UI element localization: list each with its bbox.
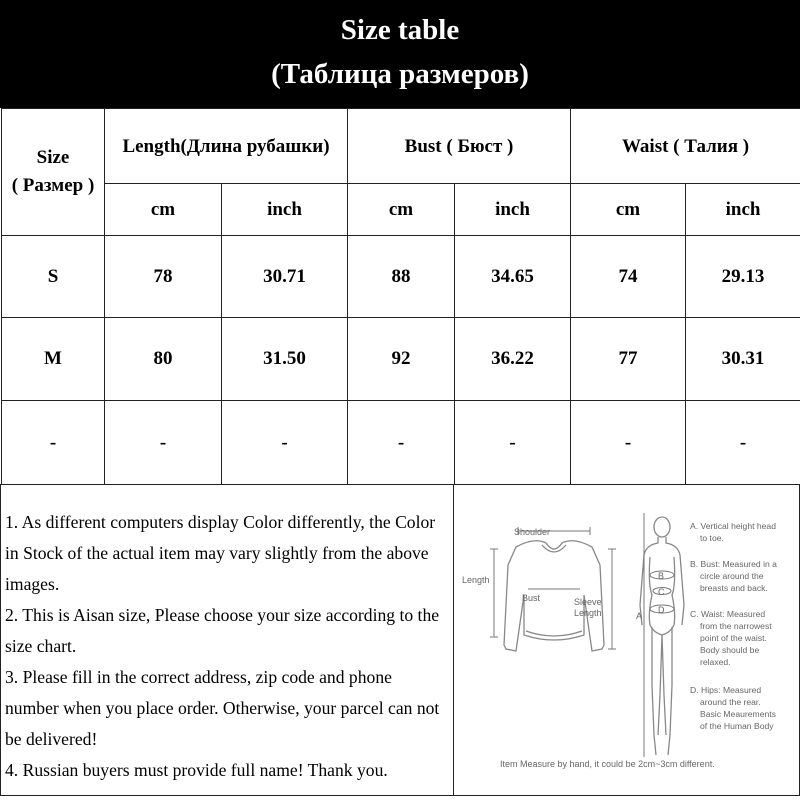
sleeve-label: Length: [574, 608, 602, 618]
note-item: 3. Please fill in the correct address, zip code and phone number when you place order. Otherwise, your parcel can not be delivered!: [5, 667, 440, 749]
table-cell: 77: [571, 318, 686, 401]
mark-a: A: [636, 611, 643, 621]
measurement-figure: [454, 484, 800, 796]
note-item: 1. As different computers display Color differently, the Color in Stock of the actual item may vary slightly from the above images.: [5, 512, 436, 594]
size-cell: S: [2, 236, 105, 318]
mark-d: D: [658, 605, 665, 615]
bust-header: Bust ( Бюст ): [348, 109, 571, 184]
table-cell: 30.31: [686, 318, 800, 401]
garment-sketch-icon: [504, 541, 604, 651]
body-outline-icon: [640, 517, 684, 755]
table-row: [2, 318, 800, 401]
unit-cell: cm: [105, 184, 222, 236]
table-cell: 88: [348, 236, 455, 318]
table-cell: -: [686, 401, 800, 485]
legend-a-line: to toe.: [700, 533, 724, 543]
size-table: [1, 108, 800, 485]
legend-c-line: from the narrowest: [700, 621, 772, 631]
mark-b: B: [658, 571, 665, 581]
table-cell: -: [105, 401, 222, 485]
legend-d-line: around the rear.: [700, 697, 761, 707]
length-header: Length(Длина рубашки): [105, 109, 348, 184]
table-cell: 34.65: [455, 236, 571, 318]
length-label: Length: [462, 575, 490, 585]
unit-cell: inch: [222, 184, 348, 236]
table-cell: 29.13: [686, 236, 800, 318]
unit-cell: cm: [571, 184, 686, 236]
legend-c-line: point of the waist.: [700, 633, 767, 643]
size-cell: -: [2, 401, 105, 485]
legend-d-line: Basic Meaurements: [700, 709, 776, 719]
note-item: 4. Russian buyers must provide full name! Thank you.: [5, 760, 388, 780]
unit-cell: inch: [455, 184, 571, 236]
figure-footer: Item Measure by hand, it could be 2cm~3cm different.: [500, 759, 715, 769]
unit-cell: cm: [348, 184, 455, 236]
table-cell: 36.22: [455, 318, 571, 401]
table-cell: -: [455, 401, 571, 485]
table-cell: 80: [105, 318, 222, 401]
size-cell: M: [2, 318, 105, 401]
size-header-cell: [2, 109, 105, 236]
table-cell: 92: [348, 318, 455, 401]
table-cell: -: [571, 401, 686, 485]
size-header-line: ( Размер ): [11, 175, 95, 196]
sleeve-label: Sleeve: [574, 597, 602, 607]
waist-header: Waist ( Талия ): [571, 109, 800, 184]
legend-b-line: B. Bust: Measured in a: [690, 559, 777, 569]
unit-header-row: [2, 184, 800, 236]
legend-d-line: D. Hips: Measured: [690, 685, 762, 695]
title-banner: [0, 0, 800, 108]
table-cell: 78: [105, 236, 222, 318]
legend-c-line: C. Waist: Measured: [690, 609, 766, 619]
table-cell: -: [348, 401, 455, 485]
page-subtitle: (Таблица размеров): [271, 58, 529, 90]
page-title: Size table: [340, 14, 460, 46]
legend-d-line: of the Human Body: [700, 721, 774, 731]
group-header-row: [2, 109, 800, 184]
shoulder-label: Shoulder: [514, 527, 551, 537]
legend-c-line: relaxed.: [700, 657, 731, 667]
notes-box: [0, 484, 454, 796]
table-cell: 30.71: [222, 236, 348, 318]
legend-a-line: A. Vertical height head: [690, 521, 776, 531]
size-header-line: Size: [36, 147, 70, 168]
note-item: 2. This is Aisan size, Please choose your size according to the size chart.: [5, 605, 440, 656]
legend-b-line: breasts and back.: [700, 583, 768, 593]
table-row: [2, 401, 800, 485]
table-cell: -: [222, 401, 348, 485]
mark-c: C: [658, 587, 665, 597]
bust-label: Bust: [522, 593, 541, 603]
legend-c-line: Body should be: [700, 645, 760, 655]
table-cell: 74: [571, 236, 686, 318]
legend-b-line: circle around the: [700, 571, 764, 581]
table-cell: 31.50: [222, 318, 348, 401]
table-row: [2, 236, 800, 318]
unit-cell: inch: [686, 184, 800, 236]
